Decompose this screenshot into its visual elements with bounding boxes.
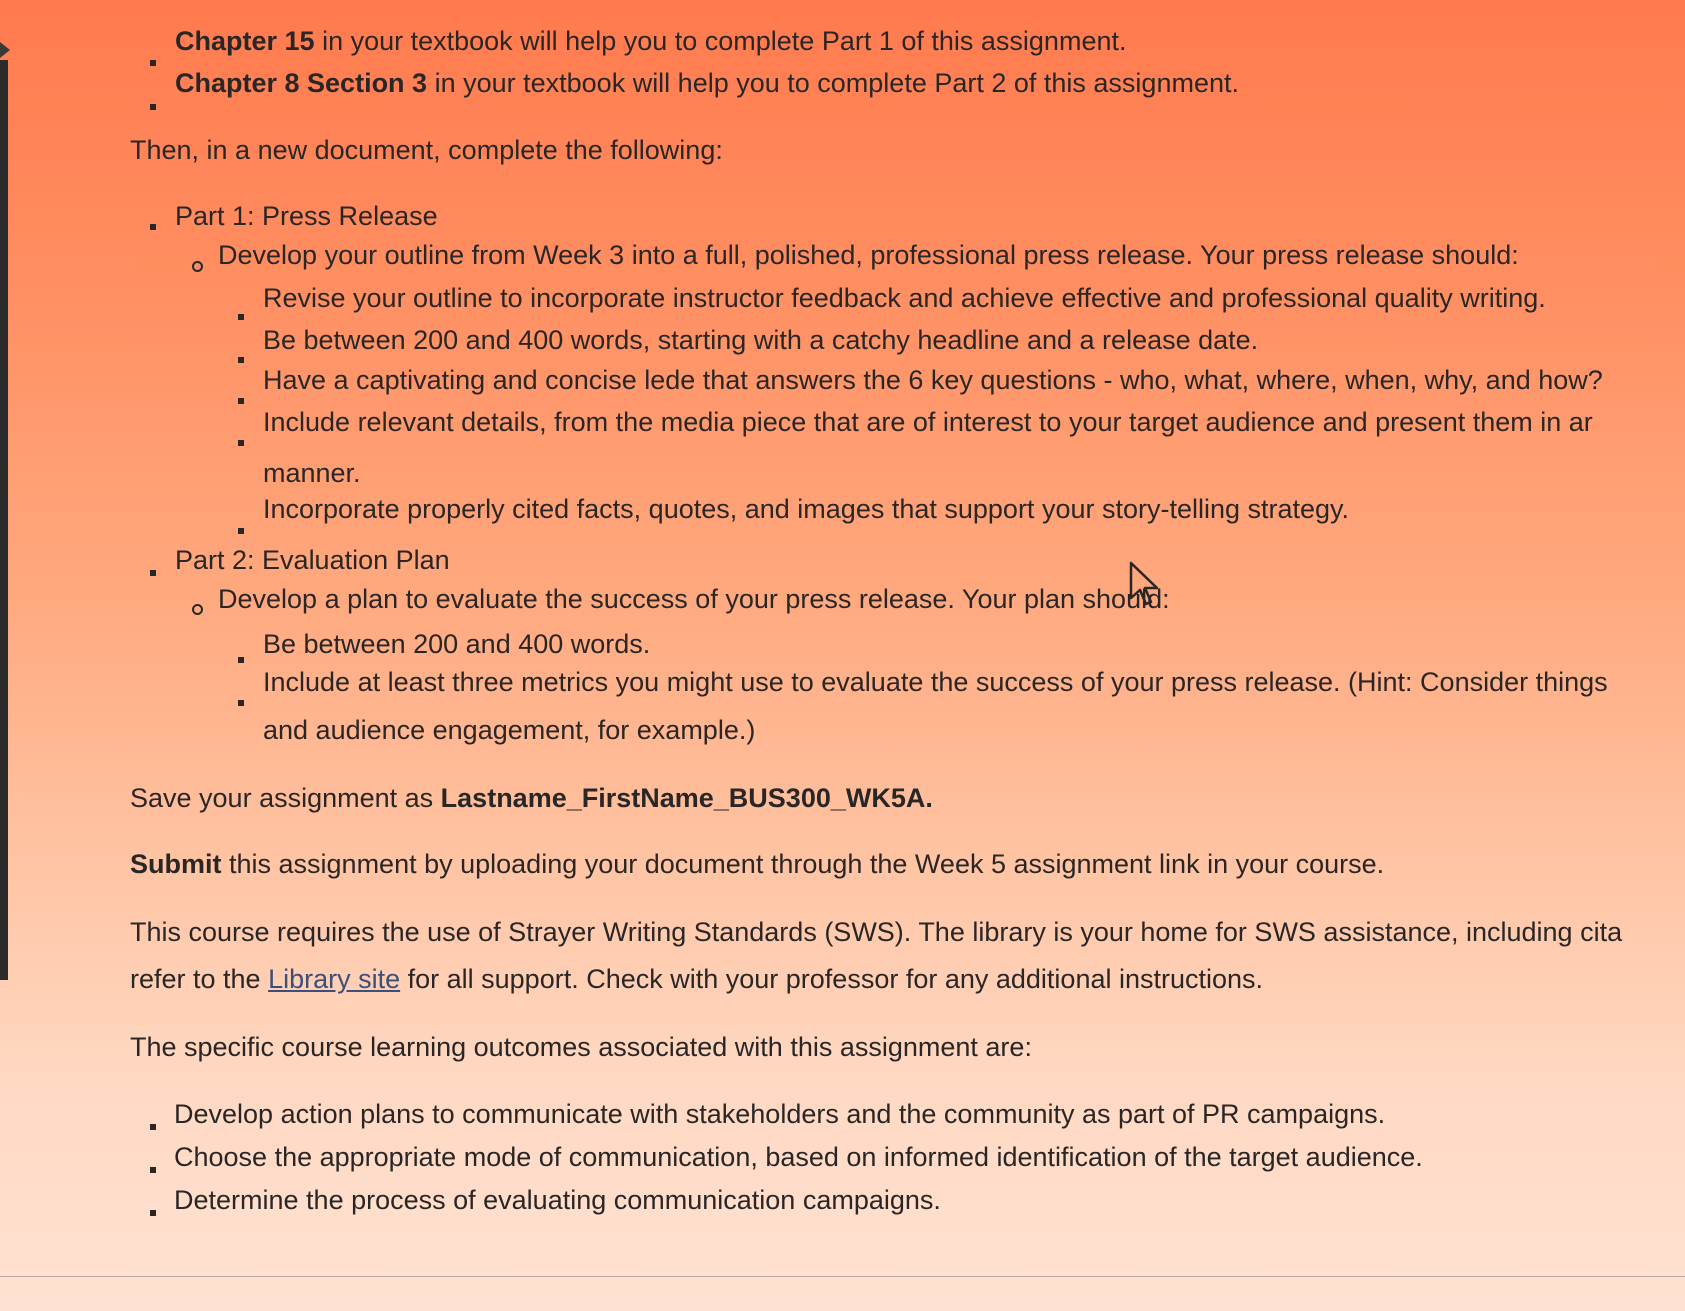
part1-item: Be between 200 and 400 words, starting with a catchy headline and a release date. [263, 325, 1259, 355]
part1-item: Have a captivating and concise lede that answers the 6 key questions - who, what, where, when, why, and how? [263, 365, 1603, 395]
circle-bullet [192, 589, 203, 623]
then-paragraph: Then, in a new document, complete the following: [130, 135, 723, 165]
intro-item-bold: Chapter 8 Section 3 [175, 68, 428, 98]
bullet [238, 420, 244, 454]
part1-item: Revise your outline to incorporate instructor feedback and achieve effective and professional quality writing. [263, 283, 1546, 313]
bullet [150, 204, 156, 238]
part2-item: Include at least three metrics you might use to evaluate the success of your press release. (Hint: Consider things [263, 667, 1608, 697]
save-instruction [130, 781, 933, 815]
part2-item: Be between 200 and 400 words. [263, 629, 651, 659]
part2-item-continuation: and audience engagement, for example.) [263, 715, 756, 745]
intro-item [175, 24, 1126, 58]
part1-item: Include relevant details, from the media piece that are of interest to your target audience and present them in ar [263, 407, 1593, 437]
save-filename: Lastname_FirstName_BUS300_WK5A. [440, 783, 933, 813]
submit-bold: Submit [130, 849, 222, 879]
outcome-item: Develop action plans to communicate with stakeholders and the community as part of PR campaigns. [174, 1099, 1386, 1129]
sws-line2 [130, 962, 1263, 996]
intro-item-text: in your textbook will help you to complete Part 2 of this assignment. [427, 68, 1239, 98]
intro-item-text: in your textbook will help you to complete Part 1 of this assignment. [314, 26, 1127, 56]
part1-item-continuation: manner. [263, 458, 361, 488]
bullet [150, 84, 156, 118]
part1-sub: Develop your outline from Week 3 into a full, polished, professional press release. Your press release should: [218, 240, 1519, 270]
circle-bullet [192, 246, 203, 280]
bullet [150, 1190, 156, 1224]
bullet [238, 637, 244, 671]
sws-suffix: for all support. Check with your professor for any additional instructions. [400, 964, 1264, 994]
outcome-item: Choose the appropriate mode of communication, based on informed identification of the target audience. [174, 1142, 1423, 1172]
part2-title: Part 2: Evaluation Plan [175, 545, 450, 575]
part1-title: Part 1: Press Release [175, 201, 438, 231]
bullet [150, 550, 156, 584]
submit-instruction [130, 847, 1384, 881]
bullet [238, 337, 244, 371]
bullet [150, 40, 156, 74]
mouse-pointer-icon [1128, 560, 1164, 608]
intro-item-bold: Chapter 15 [175, 26, 315, 56]
save-prefix: Save your assignment as [130, 783, 441, 813]
bullet [150, 1147, 156, 1181]
library-site-link[interactable]: Library site [268, 964, 401, 994]
divider [0, 1276, 1685, 1277]
bullet [238, 378, 244, 412]
intro-item [175, 66, 1239, 100]
outcomes-intro: The specific course learning outcomes associated with this assignment are: [130, 1032, 1032, 1062]
sws-prefix: refer to the [130, 964, 269, 994]
bullet [238, 508, 244, 542]
outcome-item: Determine the process of evaluating communication campaigns. [174, 1185, 941, 1215]
sws-line1: This course requires the use of Strayer Writing Standards (SWS). The library is your home for SWS assistance, including cita [130, 917, 1623, 947]
submit-text: this assignment by uploading your document through the Week 5 assignment link in your course. [221, 849, 1385, 879]
bullet [238, 294, 244, 328]
part1-item: Incorporate properly cited facts, quotes, and images that support your story-telling strategy. [263, 494, 1350, 524]
part2-sub: Develop a plan to evaluate the success of your press release. Your plan should: [218, 584, 1170, 614]
bullet [238, 680, 244, 714]
bullet [150, 1104, 156, 1138]
